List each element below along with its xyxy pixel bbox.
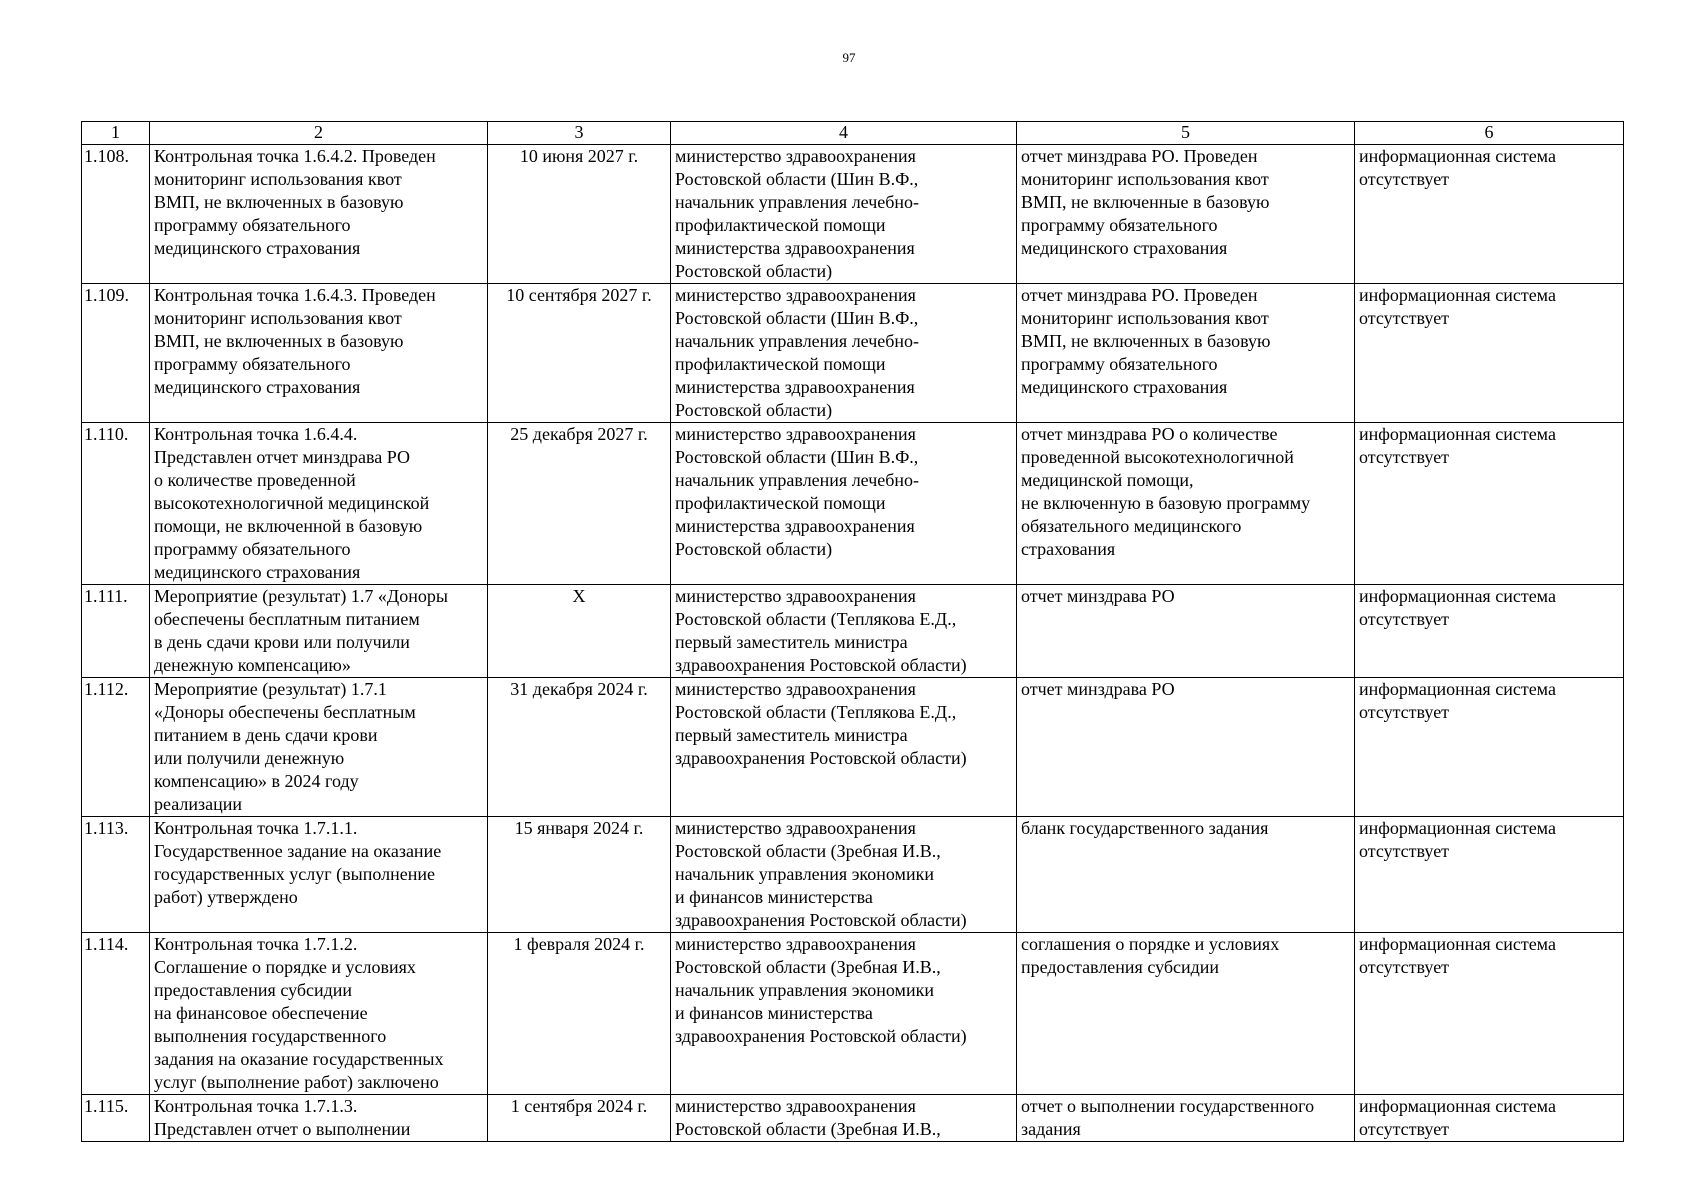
confirming-document: отчет минздрава РО: [1017, 585, 1355, 678]
information-system: информационная система отсутствует: [1355, 678, 1624, 817]
row-number: 1.115.: [82, 1095, 150, 1142]
information-system: информационная система отсутствует: [1355, 585, 1624, 678]
responsible-party: министерство здравоохранения Ростовской области (Шин В.Ф., начальник управления лечебно- профилактической помощи министерства здравоохранения Ростовской области): [671, 145, 1017, 284]
row-number: 1.112.: [82, 678, 150, 817]
item-name: Контрольная точка 1.6.4.3. Проведен мониторинг использования квот ВМП, не включенных в базовую программу обязательного медицинского страхования: [150, 284, 488, 423]
deadline-date: 25 декабря 2027 г.: [488, 423, 671, 585]
column-number: 1: [82, 122, 150, 145]
information-system: информационная система отсутствует: [1355, 423, 1624, 585]
confirming-document: соглашения о порядке и условиях предоставления субсидии: [1017, 933, 1355, 1095]
confirming-document: отчет минздрава РО. Проведен мониторинг использования квот ВМП, не включенных в базовую программу обязательного медицинского страхования: [1017, 284, 1355, 423]
column-number-row: [82, 122, 1624, 145]
item-name: Контрольная точка 1.7.1.2. Соглашение о порядке и условиях предоставления субсидии на финансовое обеспечение выполнения государственного задания на оказание государственных услуг (выполнение работ) заключено: [150, 933, 488, 1095]
table-row: [82, 423, 1624, 585]
item-name: Контрольная точка 1.6.4.4. Представлен отчет минздрава РО о количестве проведенной высокотехнологичной медицинской помощи, не включенной в базовую программу обязательного медицинского страхования: [150, 423, 488, 585]
row-number: 1.111.: [82, 585, 150, 678]
responsible-party: министерство здравоохранения Ростовской области (Зребная И.В., начальник управления экономики и финансов министерства здравоохранения Ростовской области): [671, 933, 1017, 1095]
table-row: [82, 817, 1624, 933]
row-number: 1.113.: [82, 817, 150, 933]
item-name: Мероприятие (результат) 1.7.1 «Доноры обеспечены бесплатным питанием в день сдачи крови или получили денежную компенсацию» в 2024 году реализации: [150, 678, 488, 817]
deadline-date: 10 июня 2027 г.: [488, 145, 671, 284]
information-system: информационная система отсутствует: [1355, 933, 1624, 1095]
item-name: Контрольная точка 1.6.4.2. Проведен мониторинг использования квот ВМП, не включенных в базовую программу обязательного медицинского страхования: [150, 145, 488, 284]
deadline-date: 15 января 2024 г.: [488, 817, 671, 933]
information-system: информационная система отсутствует: [1355, 145, 1624, 284]
item-name: Контрольная точка 1.7.1.1. Государственное задание на оказание государственных услуг (выполнение работ) утверждено: [150, 817, 488, 933]
responsible-party: министерство здравоохранения Ростовской области (Шин В.Ф., начальник управления лечебно- профилактической помощи министерства здравоохранения Ростовской области): [671, 284, 1017, 423]
responsible-party: министерство здравоохранения Ростовской области (Зребная И.В.,: [671, 1095, 1017, 1142]
column-number: 5: [1017, 122, 1355, 145]
information-system: информационная система отсутствует: [1355, 817, 1624, 933]
deadline-date: 10 сентября 2027 г.: [488, 284, 671, 423]
information-system: информационная система отсутствует: [1355, 284, 1624, 423]
deadline-date: 1 февраля 2024 г.: [488, 933, 671, 1095]
responsible-party: министерство здравоохранения Ростовской области (Зребная И.В., начальник управления экономики и финансов министерства здравоохранения Ростовской области): [671, 817, 1017, 933]
page-number: 97: [842, 50, 856, 65]
table-row: [82, 1095, 1624, 1142]
confirming-document: отчет минздрава РО: [1017, 678, 1355, 817]
column-number: 6: [1355, 122, 1624, 145]
information-system: информационная система отсутствует: [1355, 1095, 1624, 1142]
column-number: 2: [150, 122, 488, 145]
row-number: 1.110.: [82, 423, 150, 585]
confirming-document: бланк государственного задания: [1017, 817, 1355, 933]
deadline-date: 31 декабря 2024 г.: [488, 678, 671, 817]
row-number: 1.109.: [82, 284, 150, 423]
row-number: 1.108.: [82, 145, 150, 284]
responsible-party: министерство здравоохранения Ростовской области (Теплякова Е.Д., первый заместитель министра здравоохранения Ростовской области): [671, 678, 1017, 817]
table-row: [82, 284, 1624, 423]
table-row: [82, 678, 1624, 817]
table-row: [82, 933, 1624, 1095]
confirming-document: отчет минздрава РО о количестве проведенной высокотехнологичной медицинской помощи, не включенную в базовую программу обязательного медицинского страхования: [1017, 423, 1355, 585]
responsible-party: министерство здравоохранения Ростовской области (Теплякова Е.Д., первый заместитель министра здравоохранения Ростовской области): [671, 585, 1017, 678]
item-name: Мероприятие (результат) 1.7 «Доноры обеспечены бесплатным питанием в день сдачи крови или получили денежную компенсацию»: [150, 585, 488, 678]
row-number: 1.114.: [82, 933, 150, 1095]
deadline-date: 1 сентября 2024 г.: [488, 1095, 671, 1142]
item-name: Контрольная точка 1.7.1.3. Представлен отчет о выполнении: [150, 1095, 488, 1142]
column-number: 4: [671, 122, 1017, 145]
table-row: [82, 145, 1624, 284]
confirming-document: отчет минздрава РО. Проведен мониторинг использования квот ВМП, не включенные в базовую программу обязательного медицинского страхования: [1017, 145, 1355, 284]
column-number: 3: [488, 122, 671, 145]
responsible-party: министерство здравоохранения Ростовской области (Шин В.Ф., начальник управления лечебно- профилактической помощи министерства здравоохранения Ростовской области): [671, 423, 1017, 585]
plan-table: [81, 121, 1624, 1142]
confirming-document: отчет о выполнении государственного задания: [1017, 1095, 1355, 1142]
table-row: [82, 585, 1624, 678]
deadline-date: X: [488, 585, 671, 678]
